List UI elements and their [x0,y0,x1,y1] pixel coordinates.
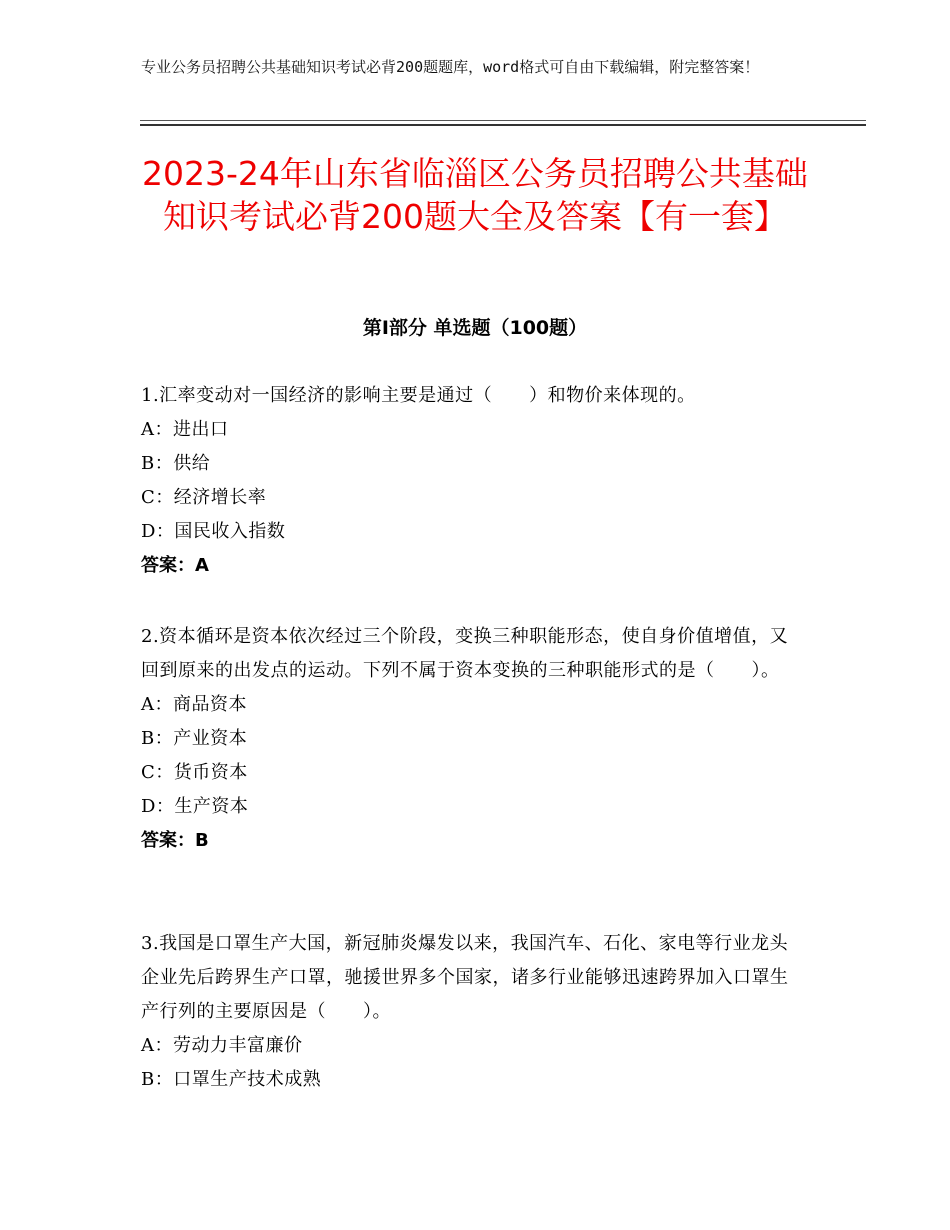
header-note: 专业公务员招聘公共基础知识考试必背200题题库，word格式可自由下载编辑，附完整答案！ [141,58,760,76]
answer: 答案：B [141,830,209,851]
section-title: 第Ⅰ部分 单选题（100题） [362,317,588,339]
option-a: A：劳动力丰富廉价 [141,1035,303,1056]
header-divider-thick [140,124,866,126]
question-stem: 1.汇率变动对一国经济的影响主要是通过（ ）和物价来体现的。 [141,385,696,406]
option-b: B：口罩生产技术成熟 [141,1069,322,1090]
option-b: B：供给 [141,453,211,474]
question-stem: 3.我国是口罩生产大国，新冠肺炎爆发以来，我国汽车、石化、家电等行业龙头企业先后跨界生产口罩，驰援世界多个国家，诸多行业能够迅速跨界加入口罩生产行列的主要原因是（ ）。 [141,933,789,1022]
option-b: B：产业资本 [141,728,248,749]
question-stem: 2.资本循环是资本依次经过三个阶段，变换三种职能形态，使自身价值增值，又回到原来的出发点的运动。下列不属于资本变换的三种职能形式的是（ ）。 [141,626,789,681]
answer: 答案：A [141,555,209,576]
question-3 [141,927,801,1097]
option-d: D：生产资本 [141,796,249,817]
question-1 [141,379,801,583]
option-c: C：货币资本 [141,762,248,783]
option-a: A：进出口 [141,419,229,440]
header-divider-thin [140,120,866,121]
option-c: C：经济增长率 [141,487,267,508]
option-d: D：国民收入指数 [141,521,286,542]
option-a: A：商品资本 [141,694,247,715]
question-2 [141,620,801,858]
document-title: 2023-24年山东省临淄区公务员招聘公共基础知识考试必背200题大全及答案【有一套】 [142,154,808,236]
